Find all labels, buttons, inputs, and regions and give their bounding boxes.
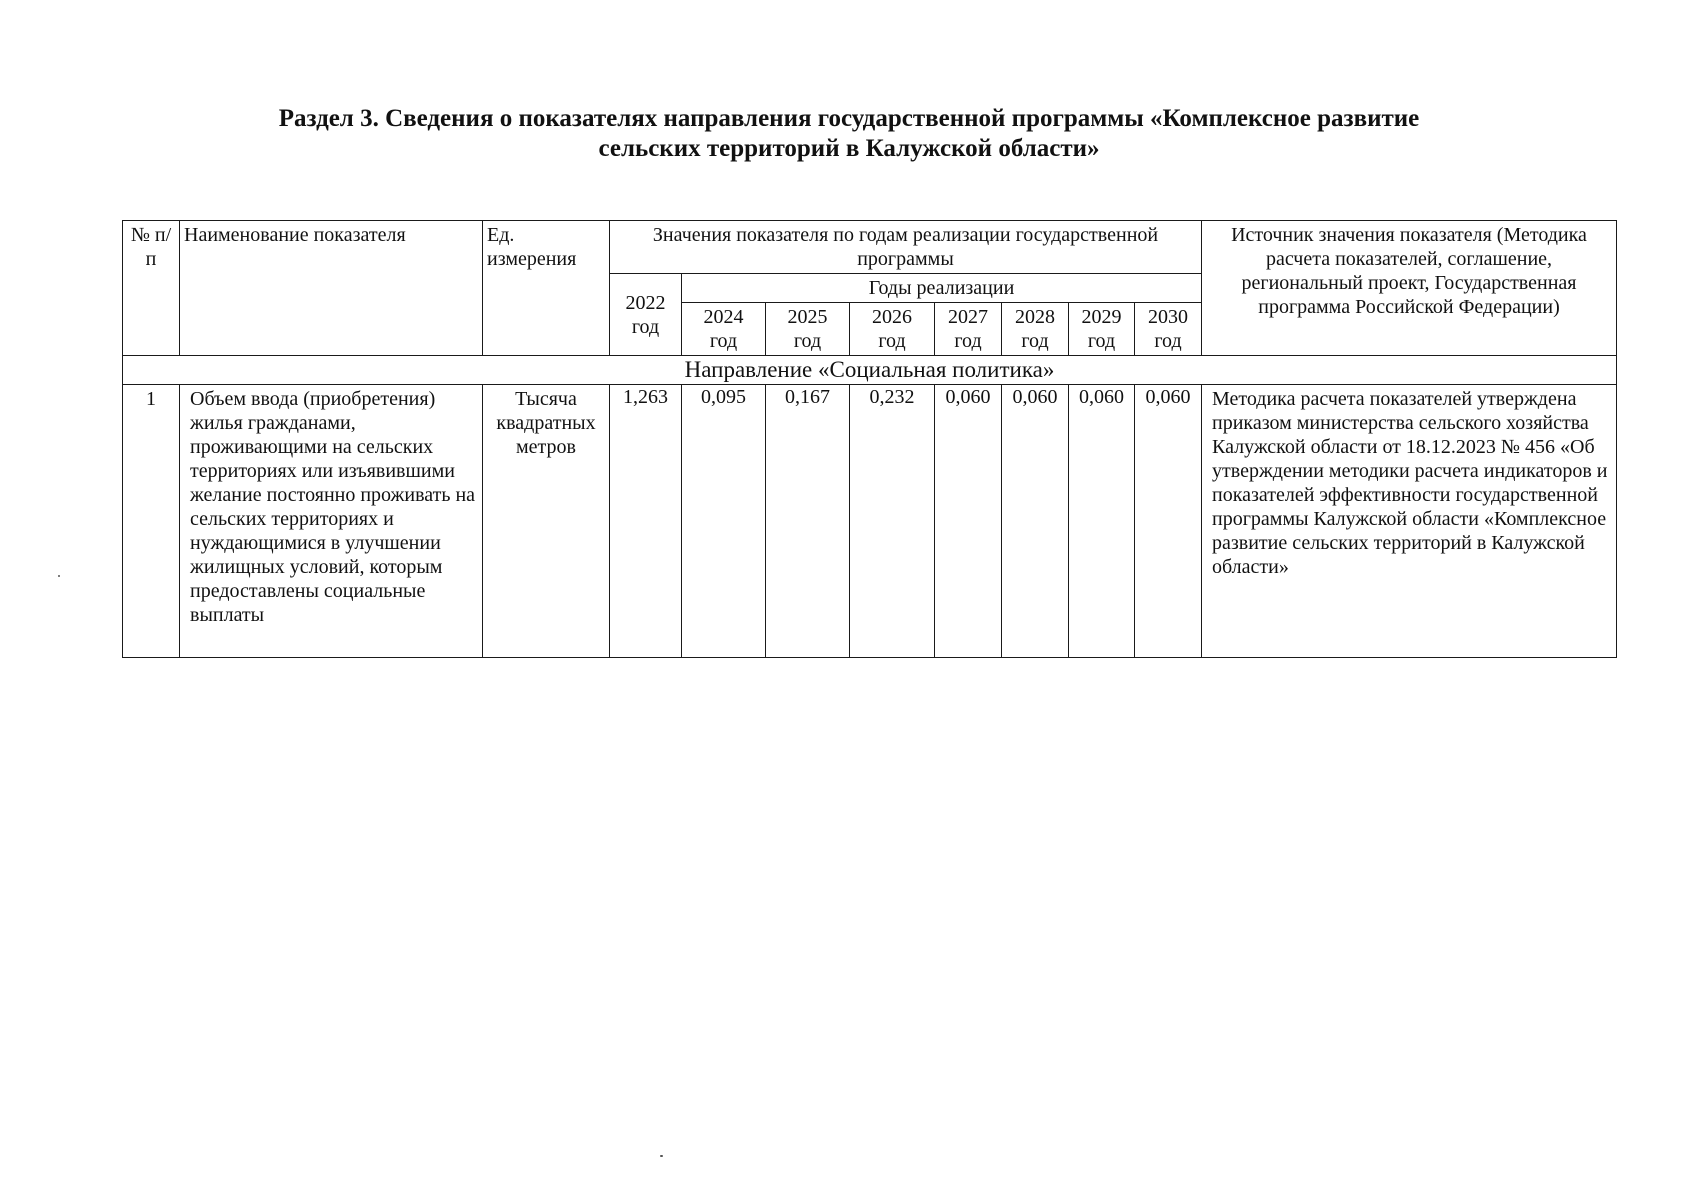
row-value-2022: 1,263: [610, 385, 682, 658]
row-value-2024: 0,095: [682, 385, 766, 658]
header-year-2030: 2030 год: [1135, 303, 1202, 356]
table-row: [123, 385, 1617, 658]
indicators-table: [122, 220, 1617, 658]
row-unit: Тысяча квадратных метров: [483, 385, 610, 658]
header-row-1: [123, 221, 1617, 274]
page-title-line-2: сельских территорий в Калужской области»: [598, 135, 1100, 162]
header-unit: Ед. измерения: [483, 221, 610, 356]
header-source: Источник значения показателя (Методика расчета показателей, соглашение, региональный проект, Государственная программа Российской Федерации): [1202, 221, 1617, 356]
header-year-2027: 2027 год: [935, 303, 1002, 356]
section-row: [123, 356, 1617, 385]
scan-speck: [660, 1155, 663, 1157]
header-years-of-implementation: Годы реализации: [682, 274, 1202, 303]
header-year-2024: 2024 год: [682, 303, 766, 356]
row-indicator-name: Объем ввода (приобретения) жилья гражданами, проживающими на сельских территориях или изъявившими желание постоянно проживать на сельских территориях и нуждающимися в улучшении жилищных условий, которым предоставлены социальные выплаты: [180, 385, 483, 658]
header-year-2026: 2026 год: [850, 303, 935, 356]
scan-speck: [58, 575, 60, 577]
row-value-2029: 0,060: [1069, 385, 1135, 658]
section-title: Направление «Социальная политика»: [123, 356, 1617, 385]
page-title: [0, 104, 1698, 164]
page-title-line-1: Раздел 3. Сведения о показателях направления государственной программы «Комплексное развитие: [278, 105, 1420, 132]
header-year-2022: 2022 год: [610, 274, 682, 356]
row-num: 1: [123, 385, 180, 658]
row-value-2025: 0,167: [766, 385, 850, 658]
row-source: Методика расчета показателей утверждена приказом министерства сельского хозяйства Калужской области от 18.12.2023 № 456 «Об утверждении методики расчета индикаторов и показателей эффективности государственной программы Калужской области «Комплексное развитие сельских территорий в Калужской области»: [1202, 385, 1617, 658]
header-year-2028: 2028 год: [1002, 303, 1069, 356]
header-values-by-year: Значения показателя по годам реализации государственной программы: [610, 221, 1202, 274]
row-value-2028: 0,060: [1002, 385, 1069, 658]
header-num: № п/п: [123, 221, 180, 356]
row-value-2026: 0,232: [850, 385, 935, 658]
row-value-2030: 0,060: [1135, 385, 1202, 658]
row-value-2027: 0,060: [935, 385, 1002, 658]
header-year-2029: 2029 год: [1069, 303, 1135, 356]
header-year-2025: 2025 год: [766, 303, 850, 356]
header-indicator-name: Наименование показателя: [180, 221, 483, 356]
